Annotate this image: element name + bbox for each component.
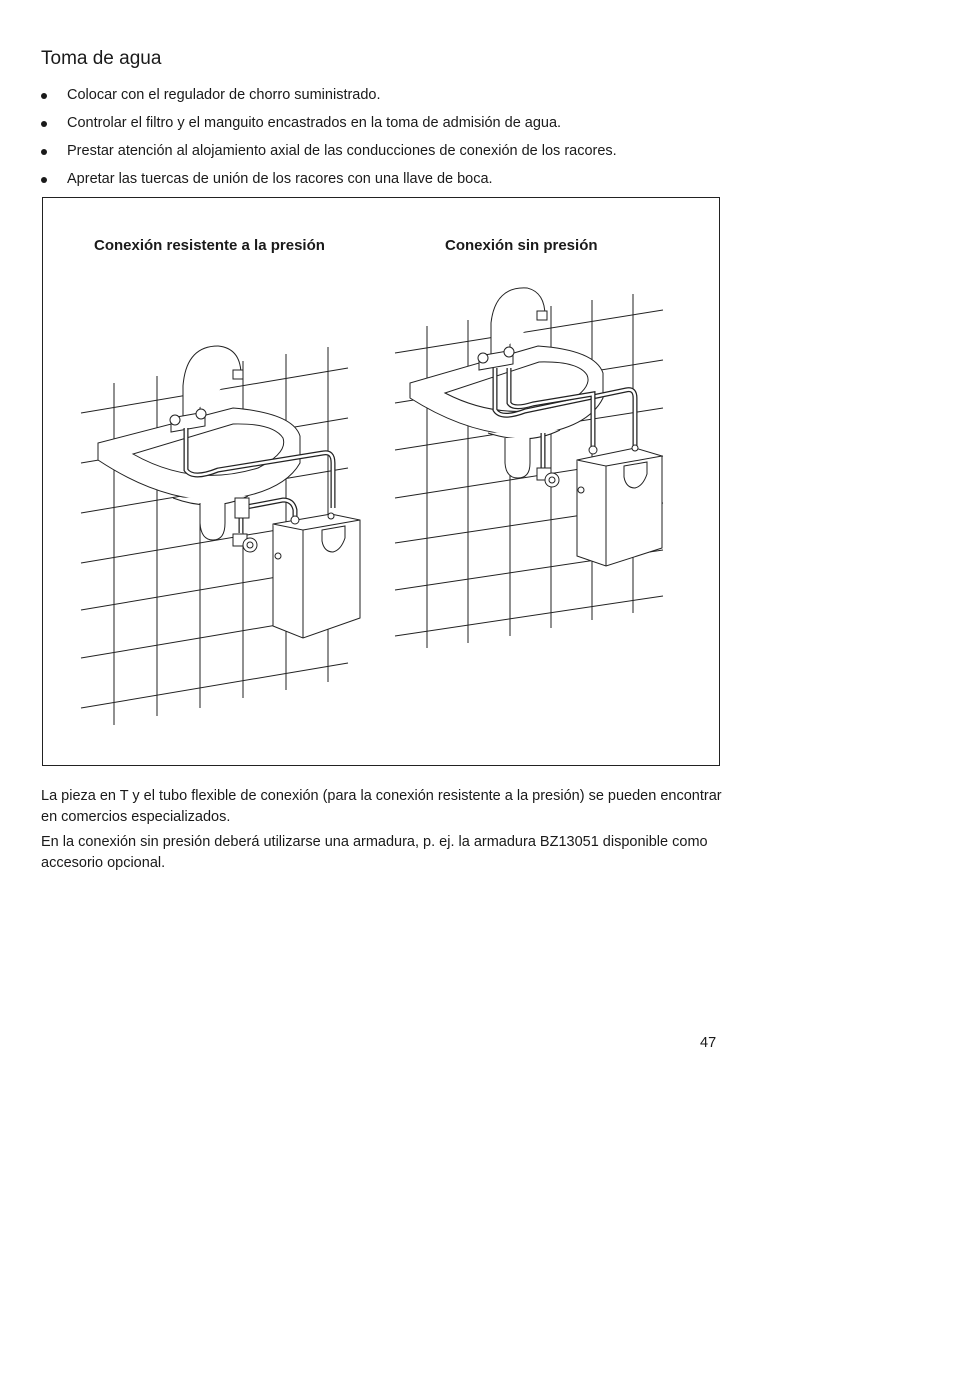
figure-label-nonpressure: Conexión sin presión	[445, 237, 598, 254]
right-sink	[410, 346, 603, 478]
right-heater	[577, 445, 662, 566]
list-item	[41, 140, 741, 168]
section-heading: Toma de agua	[41, 48, 162, 69]
list-item	[41, 112, 741, 140]
page-number: 47	[700, 1035, 717, 1051]
bullet-icon	[41, 121, 47, 127]
list-item-text: Colocar con el regulador de chorro suministrado.	[67, 87, 381, 103]
bullet-icon	[41, 149, 47, 155]
paragraph-non-pressure: En la conexión sin presión deberá utilizarse una armadura, p. ej. la armadura BZ13051 disponible como accesorio opcional.	[41, 834, 708, 871]
list-item-text: Controlar el filtro y el manguito encastrados en la toma de admisión de agua.	[67, 115, 562, 131]
figure-label-pressure: Conexión resistente a la presión	[94, 237, 325, 254]
list-item-text: Prestar atención al alojamiento axial de las conducciones de conexión de los racores.	[67, 143, 617, 159]
list-item	[41, 84, 741, 112]
list-item	[41, 168, 741, 196]
bullet-icon	[41, 177, 47, 183]
bullet-icon	[41, 93, 47, 99]
instruction-list	[41, 84, 741, 196]
installation-figure	[42, 197, 720, 766]
installation-illustration	[43, 198, 719, 765]
left-heater	[273, 513, 360, 638]
paragraph-t-piece: La pieza en T y el tubo flexible de conexión (para la conexión resistente a la presión) se pueden encontrar en comercios especializados.	[41, 788, 722, 825]
list-item-text: Apretar las tuercas de unión de los racores con una llave de boca.	[67, 171, 493, 187]
